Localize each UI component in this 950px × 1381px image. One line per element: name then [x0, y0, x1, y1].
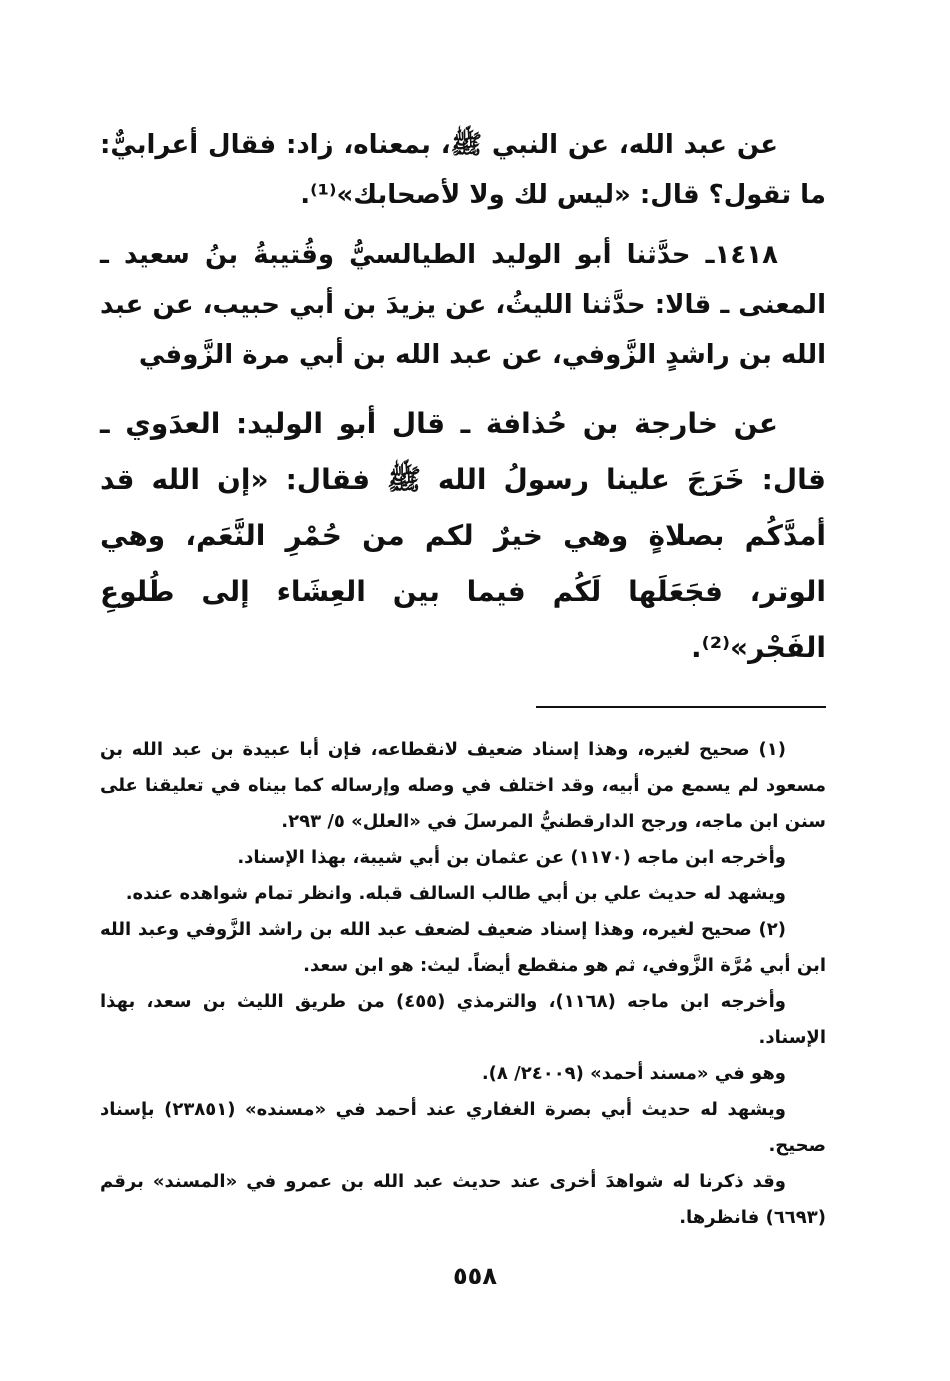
footnote-2-takhrij: وأخرجه ابن ماجه (١١٦٨)، والترمذي (٤٥٥) من طريق الليث بن سعد، بهذا الإسناد. — [100, 991, 826, 1048]
page-body — [100, 120, 826, 1236]
footnote-2-more-shawahid: وقد ذكرنا له شواهدَ أخرى عند حديث عبد الله بن عمرو في «المسند» برقم (٦٦٩٣) فانظرها. — [100, 1171, 826, 1228]
footnote-1-takhrij: وأخرجه ابن ماجه (١١٧٠) عن عثمان بن أبي شيبة، بهذا الإسناد. — [237, 847, 786, 868]
paragraph-hadith-1418-isnad: ١٤١٨ـ حدَّثنا أبو الوليد الطيالسيُّ وقُتيبةُ بنُ سعيد ـ المعنى ـ قالا: حدَّثنا الليثُ، عن يزيدَ بن أبي حبيب، عن عبد الله بن راشدٍ الزَّوفي، عن عبد الله بن أبي مرة الزَّوفي — [100, 240, 826, 370]
footnote-2-musnad: وهو في «مسند أحمد» (٢٤٠٠٩/ ٨). — [481, 1063, 786, 1084]
page-number: ٥٥٨ — [453, 1262, 497, 1290]
footnote-divider — [536, 706, 826, 708]
paragraph-hadith-1418-matn: عن خارجة بن حُذافة ـ قال أبو الوليد: العدَوي ـ قال: خَرَجَ علينا رسولُ الله ﷺ فقال: «إن الله قد أمدَّكُم بصلاةٍ وهي خيرٌ لكم من حُمْرِ النَّعَم، وهي الوتر، فجَعَلَها لَكُم فيما بين العِشَاء إلى طُلوعِ الفَجْر»⁽²⁾. — [100, 407, 826, 664]
footnote-2-shahid: ويشهد له حديث أبي بصرة الغفاري عند أحمد في «مسنده» (٢٣٨٥١) بإسناد صحيح. — [100, 1099, 826, 1156]
footnote-1-shawahid: ويشهد له حديث علي بن أبي طالب السالف قبله. وانظر تمام شواهده عنده. — [125, 883, 786, 904]
footnote-2: (٢) صحيح لغيره، وهذا إسناد ضعيف لضعف عبد الله بن راشد الزَّوفي وعبد الله ابن أبي مُرَّة الزَّوفي، ثم هو منقطع أيضاً. ليث: هو ابن سعد. — [100, 919, 826, 976]
paragraph-hadith-continuation: عن عبد الله، عن النبي ﷺ، بمعناه، زاد: فقال أعرابيٌّ: ما تقول؟ قال: «ليس لك ولا لأصحابك»⁽¹⁾. — [100, 130, 826, 210]
footnotes — [100, 732, 826, 1236]
footnote-1: (١) صحيح لغيره، وهذا إسناد ضعيف لانقطاعه، فإن أبا عبيدة بن عبد الله بن مسعود لم يسمع من أبيه، وقد اختلف في وصله وإرساله كما بيناه في تعليقنا على سنن ابن ماجه، ورجح الدارقطنيُّ المرسلَ في «العلل» ٥/ ٢٩٣. — [100, 739, 826, 832]
main-text — [100, 120, 826, 676]
